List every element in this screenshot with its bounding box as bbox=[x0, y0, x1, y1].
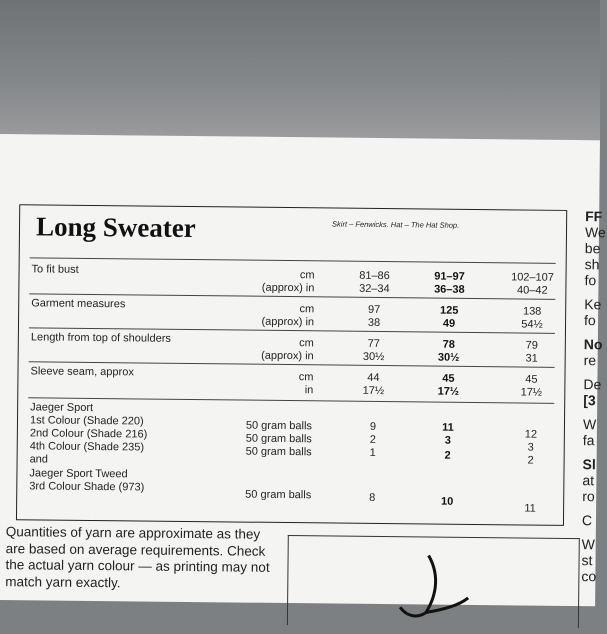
unit-cm: cm bbox=[299, 269, 315, 282]
yarn-heading: Jaeger Sport bbox=[30, 401, 94, 414]
side-text: st bbox=[581, 552, 593, 569]
sketch-drawing bbox=[288, 536, 579, 629]
row-label: To fit bust bbox=[31, 263, 79, 276]
size3-in: 40–42 bbox=[517, 284, 548, 297]
size3-in: 17½ bbox=[520, 386, 543, 399]
qty-c4-s3: 2 bbox=[527, 454, 534, 467]
size3-cm: 138 bbox=[522, 305, 542, 318]
size2-in: 49 bbox=[442, 317, 456, 330]
side-text: ro bbox=[582, 488, 595, 505]
side-text: at bbox=[582, 472, 595, 489]
side-text: fa bbox=[582, 432, 595, 449]
yarn-and: and bbox=[29, 453, 49, 466]
side-text: sh bbox=[584, 256, 600, 273]
size1-in: 17½ bbox=[362, 384, 385, 398]
balls-unit: 50 gram balls bbox=[245, 445, 312, 459]
size1-cm: 44 bbox=[367, 371, 380, 384]
size2-in: 17½ bbox=[437, 385, 460, 398]
side-text: No bbox=[583, 336, 603, 353]
size3-cm: 79 bbox=[525, 339, 539, 352]
qty-c4-s1: 1 bbox=[369, 446, 376, 459]
size1-cm: 97 bbox=[367, 303, 381, 316]
qty-c3-s1: 8 bbox=[369, 491, 376, 504]
qty-c3-s3: 11 bbox=[524, 502, 536, 515]
size1-cm: 77 bbox=[367, 337, 381, 350]
row-label: Sleeve seam, approx bbox=[30, 365, 134, 379]
measurements-table bbox=[16, 204, 567, 526]
size1-cm: 81–86 bbox=[359, 269, 390, 283]
side-text: Sl bbox=[582, 456, 596, 473]
size3-cm: 45 bbox=[525, 373, 538, 386]
size3-in: 31 bbox=[525, 352, 538, 365]
size2-cm: 78 bbox=[442, 338, 456, 351]
size2-cm: 45 bbox=[442, 372, 455, 385]
balls-unit: 50 gram balls bbox=[245, 488, 312, 502]
yarn-note: Quantities of yarn are approximate as they are based on average requirements. Check the actual yarn colour — as printing may not match yarn exactly. bbox=[5, 524, 270, 590]
qty-c2-s1: 2 bbox=[369, 433, 376, 446]
balls-unit: 50 gram balls bbox=[245, 419, 313, 433]
page-title: Long Sweater bbox=[35, 211, 196, 244]
qty-c3-s2: 10 bbox=[440, 495, 454, 508]
side-text: FF bbox=[585, 208, 603, 225]
side-text: co bbox=[581, 568, 597, 585]
photo-credit: Skirt – Fenwicks. Hat – The Hat Shop. bbox=[332, 219, 460, 230]
unit-cm: cm bbox=[299, 337, 314, 350]
size1-in: 32–34 bbox=[359, 282, 390, 296]
row-label: Length from top of shoulders bbox=[30, 331, 171, 345]
qty-c1-s3: 12 bbox=[524, 428, 538, 441]
illustration-frame bbox=[287, 535, 580, 628]
divider bbox=[28, 397, 554, 404]
side-text: fo bbox=[584, 272, 597, 289]
yarn-colour-4: 4th Colour (Shade 235) bbox=[29, 440, 145, 454]
unit-in: (approx) in bbox=[261, 349, 314, 363]
unit-in: in bbox=[304, 384, 314, 397]
yarn-tweed-heading: Jaeger Sport Tweed bbox=[29, 467, 128, 481]
side-text: fo bbox=[583, 312, 596, 329]
qty-c2-s3: 3 bbox=[527, 441, 534, 454]
size1-in: 30½ bbox=[362, 350, 385, 364]
balls-unit: 50 gram balls bbox=[245, 432, 312, 446]
side-text: re bbox=[583, 352, 597, 369]
size1-in: 38 bbox=[367, 316, 381, 329]
divider bbox=[30, 257, 556, 264]
side-text: W bbox=[581, 536, 596, 553]
yarn-colour-3: 3rd Colour Shade (973) bbox=[29, 480, 145, 494]
side-text: [3 bbox=[583, 392, 596, 409]
row-label: Garment measures bbox=[31, 297, 126, 311]
size2-cm: 125 bbox=[439, 304, 459, 317]
yarn-colour-2: 2nd Colour (Shade 216) bbox=[29, 427, 148, 441]
side-text: C bbox=[581, 512, 593, 529]
background-wall bbox=[0, 0, 600, 140]
pattern-page bbox=[0, 134, 606, 606]
qty-c4-s2: 2 bbox=[444, 449, 451, 462]
qty-c1-s1: 9 bbox=[369, 420, 377, 433]
yarn-colour-1: 1st Colour (Shade 220) bbox=[29, 414, 144, 428]
unit-cm: cm bbox=[299, 303, 315, 316]
unit-cm: cm bbox=[298, 371, 314, 384]
side-text: De bbox=[583, 376, 602, 393]
size2-in: 36–38 bbox=[434, 283, 465, 296]
size2-cm: 91–97 bbox=[434, 270, 465, 283]
unit-in: (approx) in bbox=[261, 281, 315, 295]
qty-c2-s2: 3 bbox=[444, 434, 451, 447]
side-text: Ke bbox=[584, 296, 602, 313]
side-text: We bbox=[584, 224, 606, 241]
size2-in: 30½ bbox=[437, 351, 460, 364]
side-text: be bbox=[584, 240, 601, 257]
size3-cm: 102–107 bbox=[511, 271, 554, 284]
size3-in: 54½ bbox=[521, 318, 543, 331]
qty-c1-s2: 11 bbox=[442, 421, 454, 434]
side-text: W bbox=[582, 416, 597, 433]
unit-in: (approx) in bbox=[261, 315, 315, 329]
